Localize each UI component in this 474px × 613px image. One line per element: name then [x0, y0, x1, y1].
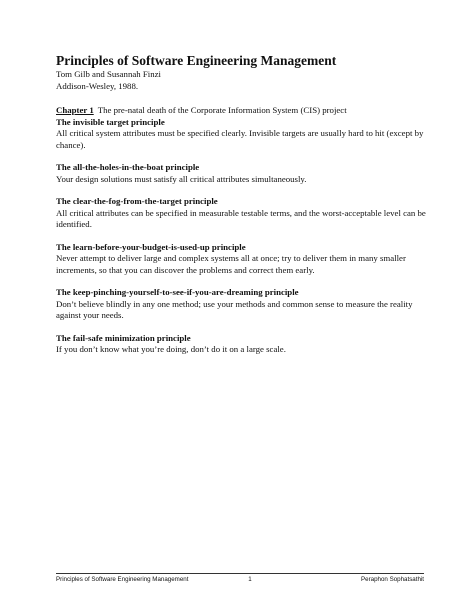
principle-item — [56, 242, 436, 277]
principle-text: Your design solutions must satisfy all critical attributes simultaneously. — [56, 173, 307, 184]
document-publisher: Addison-Wesley, 1988. — [56, 80, 139, 91]
principle-item — [56, 196, 436, 231]
chapter-label: Chapter 1 — [56, 105, 94, 115]
principle-text: All critical attributes can be specified in measurable testable terms, and the worst-acceptable level can be identified. — [56, 207, 426, 229]
principle-name: The learn-before-your-budget-is-used-up principle — [56, 241, 246, 252]
principles-list — [56, 117, 436, 356]
principle-name: The clear-the-fog-from-the-target principle — [56, 196, 218, 206]
page-footer — [56, 573, 424, 584]
document-title: Principles of Software Engineering Management — [56, 53, 337, 68]
footer-author: Peraphon Sophatsathit — [361, 576, 424, 583]
principle-text: Never attempt to deliver large and complex systems all at once; try to deliver them in many smaller increments, so that you can discover the problems and correct them early. — [56, 253, 406, 275]
footer-page-number: 1 — [248, 576, 252, 583]
chapter-title: The pre-natal death of the Corporate Information System (CIS) project — [97, 105, 347, 115]
principle-name: The fail-safe minimization principle — [56, 332, 191, 343]
principle-item — [56, 287, 436, 322]
document-authors: Tom Gilb and Susannah Finzi — [56, 69, 161, 79]
principle-text: Don’t believe blindly in any one method; use your methods and common sense to measure the reality against your needs. — [56, 298, 413, 320]
principle-name: The invisible target principle — [56, 116, 165, 127]
principle-item — [56, 117, 436, 152]
principle-name: The all-the-holes-in-the-boat principle — [56, 162, 200, 172]
principle-item — [56, 162, 436, 185]
chapter-heading — [56, 105, 436, 117]
principle-text: All critical system attributes must be specified clearly. Invisible targets are usually hard to hit (except by chance). — [56, 128, 424, 150]
footer-document-title: Principles of Software Engineering Management — [56, 576, 189, 583]
principle-name: The keep-pinching-yourself-to-see-if-you-are-dreaming principle — [56, 287, 299, 297]
principle-item — [56, 333, 436, 356]
document-body — [56, 53, 436, 367]
principle-text: If you don’t know what you’re doing, don’t do it on a large scale. — [56, 344, 286, 354]
